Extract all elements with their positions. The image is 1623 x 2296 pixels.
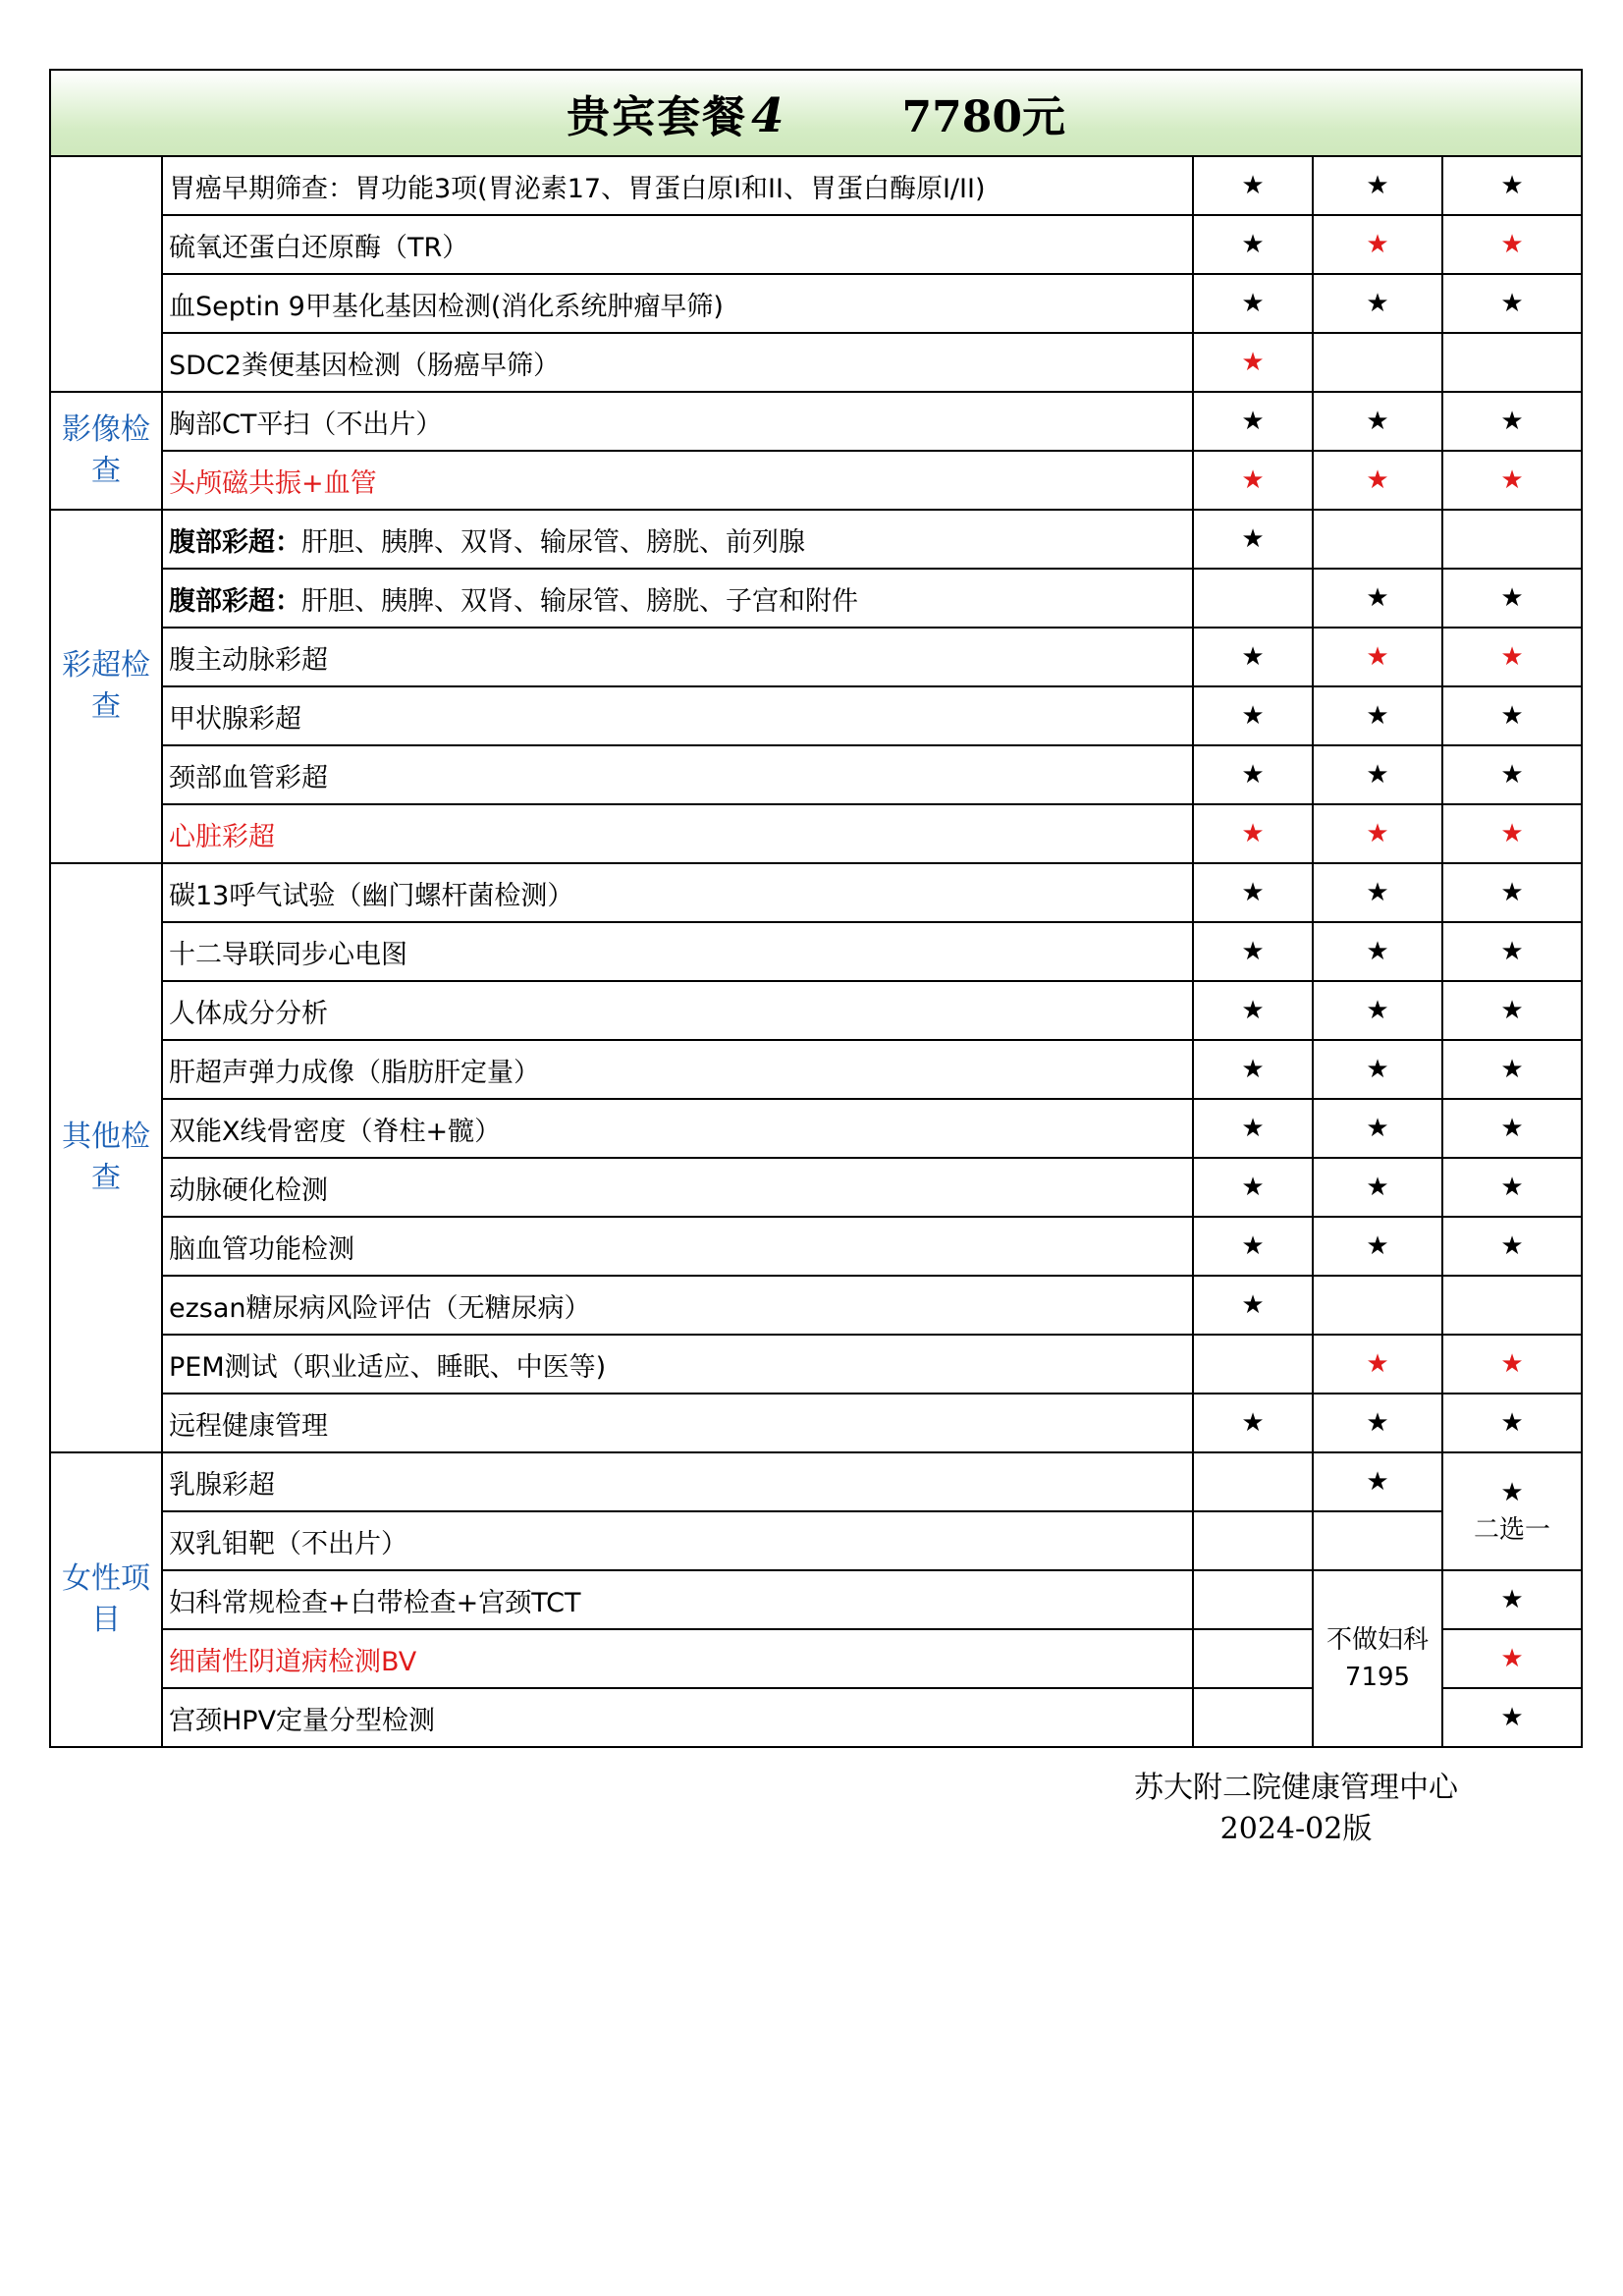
mark-col1: ★ bbox=[1193, 451, 1313, 510]
mark-col2: ★ bbox=[1313, 1394, 1442, 1452]
mark-col3: ★ bbox=[1442, 1570, 1582, 1629]
table-row bbox=[50, 1394, 1582, 1452]
footer bbox=[1100, 1768, 1492, 1850]
choose-one-note: 二选一 bbox=[1474, 1515, 1551, 1545]
mark-col1 bbox=[1193, 1335, 1313, 1394]
table-row bbox=[50, 804, 1582, 863]
mark-col1: ★ bbox=[1193, 274, 1313, 333]
item-label: 人体成分分析 bbox=[162, 981, 1193, 1040]
item-label: 双乳钼靶（不出片） bbox=[162, 1511, 1193, 1570]
category-blank bbox=[50, 156, 162, 392]
category-ultrasound: 彩超检查 bbox=[50, 510, 162, 863]
table-row bbox=[50, 1570, 1582, 1629]
mark-col1: ★ bbox=[1193, 863, 1313, 922]
mark-col2: ★ bbox=[1313, 804, 1442, 863]
mark-col3: ★ bbox=[1442, 1158, 1582, 1217]
mark-col1: ★ bbox=[1193, 215, 1313, 274]
table-row bbox=[50, 569, 1582, 628]
choose-one-star: ★ bbox=[1500, 1478, 1524, 1507]
mark-col2: ★ bbox=[1313, 1217, 1442, 1276]
mark-col1: ★ bbox=[1193, 510, 1313, 569]
no-gyn-cell bbox=[1313, 1570, 1442, 1747]
item-label: 颈部血管彩超 bbox=[162, 745, 1193, 804]
mark-col3: ★ bbox=[1442, 274, 1582, 333]
item-label: 胸部CT平扫（不出片） bbox=[162, 392, 1193, 451]
table-row bbox=[50, 1099, 1582, 1158]
mark-col3: ★ bbox=[1442, 1394, 1582, 1452]
table-row bbox=[50, 215, 1582, 274]
table-row bbox=[50, 156, 1582, 215]
mark-col3: ★ bbox=[1442, 1335, 1582, 1394]
item-label: SDC2粪便基因检测（肠癌早筛） bbox=[162, 333, 1193, 392]
mark-col1: ★ bbox=[1193, 686, 1313, 745]
mark-col1: ★ bbox=[1193, 922, 1313, 981]
choose-one-cell bbox=[1442, 1452, 1582, 1570]
table-row bbox=[50, 981, 1582, 1040]
item-label: ezsan糖尿病风险评估（无糖尿病） bbox=[162, 1276, 1193, 1335]
table-row bbox=[50, 1335, 1582, 1394]
table-row bbox=[50, 1511, 1582, 1570]
mark-col1: ★ bbox=[1193, 628, 1313, 686]
mark-col2: ★ bbox=[1313, 863, 1442, 922]
mark-col2 bbox=[1313, 1276, 1442, 1335]
mark-col3: ★ bbox=[1442, 156, 1582, 215]
mark-col2: ★ bbox=[1313, 922, 1442, 981]
item-label: 心脏彩超 bbox=[162, 804, 1193, 863]
mark-col1: ★ bbox=[1193, 1217, 1313, 1276]
mark-col2 bbox=[1313, 510, 1442, 569]
item-text: 肝胆、胰脾、双肾、输尿管、膀胱、前列腺 bbox=[301, 526, 805, 558]
mark-col3: ★ bbox=[1442, 1688, 1582, 1747]
item-bold-prefix: 腹部彩超： bbox=[169, 526, 301, 558]
item-label: 动脉硬化检测 bbox=[162, 1158, 1193, 1217]
mark-col1 bbox=[1193, 1688, 1313, 1747]
mark-col1 bbox=[1193, 1629, 1313, 1688]
mark-col2: ★ bbox=[1313, 451, 1442, 510]
mark-col1 bbox=[1193, 1570, 1313, 1629]
mark-col3: ★ bbox=[1442, 451, 1582, 510]
item-label: 腹主动脉彩超 bbox=[162, 628, 1193, 686]
table-row bbox=[50, 510, 1582, 569]
mark-col2 bbox=[1313, 1511, 1442, 1570]
mark-col2: ★ bbox=[1313, 628, 1442, 686]
item-label: 胃癌早期筛查：胃功能3项(胃泌素17、胃蛋白原I和II、胃蛋白酶原I/II) bbox=[162, 156, 1193, 215]
mark-col3: ★ bbox=[1442, 392, 1582, 451]
title-price: 7780元 bbox=[901, 92, 1065, 142]
item-label: 细菌性阴道病检测BV bbox=[162, 1629, 1193, 1688]
item-label: 头颅磁共振+血管 bbox=[162, 451, 1193, 510]
package-table bbox=[49, 69, 1583, 1748]
mark-col1: ★ bbox=[1193, 333, 1313, 392]
mark-col2: ★ bbox=[1313, 745, 1442, 804]
mark-col2: ★ bbox=[1313, 392, 1442, 451]
mark-col3 bbox=[1442, 510, 1582, 569]
mark-col3: ★ bbox=[1442, 1099, 1582, 1158]
mark-col3: ★ bbox=[1442, 922, 1582, 981]
mark-col2: ★ bbox=[1313, 156, 1442, 215]
package-sheet bbox=[49, 69, 1583, 1748]
mark-col1: ★ bbox=[1193, 1158, 1313, 1217]
mark-col3: ★ bbox=[1442, 569, 1582, 628]
category-female: 女性项目 bbox=[50, 1452, 162, 1747]
mark-col3: ★ bbox=[1442, 686, 1582, 745]
table-row bbox=[50, 333, 1582, 392]
no-gyn-note: 不做妇科 bbox=[1325, 1625, 1429, 1655]
mark-col3: ★ bbox=[1442, 1040, 1582, 1099]
table-row bbox=[50, 1276, 1582, 1335]
mark-col2: ★ bbox=[1313, 1158, 1442, 1217]
title-name: 贵宾套餐 bbox=[567, 92, 748, 142]
mark-col2: ★ bbox=[1313, 1099, 1442, 1158]
mark-col2: ★ bbox=[1313, 274, 1442, 333]
table-row bbox=[50, 686, 1582, 745]
item-label bbox=[162, 569, 1193, 628]
table-row bbox=[50, 863, 1582, 922]
item-label: 宫颈HPV定量分型检测 bbox=[162, 1688, 1193, 1747]
item-label: 血Septin 9甲基化基因检测(消化系统肿瘤早筛) bbox=[162, 274, 1193, 333]
category-other: 其他检查 bbox=[50, 863, 162, 1452]
mark-col1: ★ bbox=[1193, 804, 1313, 863]
no-gyn-price: 7195 bbox=[1344, 1663, 1411, 1692]
title-row bbox=[50, 70, 1582, 156]
item-label: 乳腺彩超 bbox=[162, 1452, 1193, 1511]
mark-col3: ★ bbox=[1442, 215, 1582, 274]
mark-col1 bbox=[1193, 1452, 1313, 1511]
item-label: 脑血管功能检测 bbox=[162, 1217, 1193, 1276]
mark-col1: ★ bbox=[1193, 1276, 1313, 1335]
table-row bbox=[50, 745, 1582, 804]
mark-col1 bbox=[1193, 1511, 1313, 1570]
mark-col1 bbox=[1193, 569, 1313, 628]
table-row bbox=[50, 274, 1582, 333]
title-number: 4 bbox=[751, 88, 784, 143]
mark-col2 bbox=[1313, 333, 1442, 392]
item-label: 妇科常规检查+白带检查+宫颈TCT bbox=[162, 1570, 1193, 1629]
mark-col3: ★ bbox=[1442, 1217, 1582, 1276]
mark-col3: ★ bbox=[1442, 1629, 1582, 1688]
mark-col3: ★ bbox=[1442, 804, 1582, 863]
table-row bbox=[50, 628, 1582, 686]
mark-col1: ★ bbox=[1193, 981, 1313, 1040]
mark-col1: ★ bbox=[1193, 1099, 1313, 1158]
mark-col3: ★ bbox=[1442, 981, 1582, 1040]
package-title bbox=[50, 70, 1582, 156]
mark-col1: ★ bbox=[1193, 156, 1313, 215]
table-row bbox=[50, 1158, 1582, 1217]
mark-col1: ★ bbox=[1193, 1394, 1313, 1452]
mark-col3 bbox=[1442, 1276, 1582, 1335]
item-label: 远程健康管理 bbox=[162, 1394, 1193, 1452]
item-label: 硫氧还蛋白还原酶（TR） bbox=[162, 215, 1193, 274]
item-label: 十二导联同步心电图 bbox=[162, 922, 1193, 981]
mark-col1: ★ bbox=[1193, 1040, 1313, 1099]
table-row bbox=[50, 392, 1582, 451]
table-row bbox=[50, 451, 1582, 510]
mark-col1: ★ bbox=[1193, 745, 1313, 804]
mark-col2: ★ bbox=[1313, 215, 1442, 274]
item-label: 甲状腺彩超 bbox=[162, 686, 1193, 745]
mark-col2: ★ bbox=[1313, 1452, 1442, 1511]
mark-col3: ★ bbox=[1442, 863, 1582, 922]
item-text: 肝胆、胰脾、双肾、输尿管、膀胱、子宫和附件 bbox=[301, 585, 858, 617]
table-row bbox=[50, 1452, 1582, 1511]
item-bold-prefix: 腹部彩超： bbox=[169, 585, 301, 617]
table-row bbox=[50, 922, 1582, 981]
mark-col3: ★ bbox=[1442, 745, 1582, 804]
item-label bbox=[162, 510, 1193, 569]
item-label: 双能X线骨密度（脊柱+髋） bbox=[162, 1099, 1193, 1158]
mark-col2: ★ bbox=[1313, 569, 1442, 628]
mark-col3: ★ bbox=[1442, 628, 1582, 686]
item-label: 碳13呼气试验（幽门螺杆菌检测） bbox=[162, 863, 1193, 922]
mark-col2: ★ bbox=[1313, 981, 1442, 1040]
mark-col1: ★ bbox=[1193, 392, 1313, 451]
mark-col3 bbox=[1442, 333, 1582, 392]
table-row bbox=[50, 1217, 1582, 1276]
mark-col2: ★ bbox=[1313, 1040, 1442, 1099]
footer-version: 2024-02版 bbox=[1219, 1812, 1373, 1846]
category-imaging: 影像检查 bbox=[50, 392, 162, 510]
item-label: 肝超声弹力成像（脂肪肝定量） bbox=[162, 1040, 1193, 1099]
mark-col2: ★ bbox=[1313, 1335, 1442, 1394]
mark-col2: ★ bbox=[1313, 686, 1442, 745]
table-row bbox=[50, 1040, 1582, 1099]
footer-org: 苏大附二院健康管理中心 bbox=[1134, 1771, 1458, 1805]
item-label: PEM测试（职业适应、睡眠、中医等) bbox=[162, 1335, 1193, 1394]
